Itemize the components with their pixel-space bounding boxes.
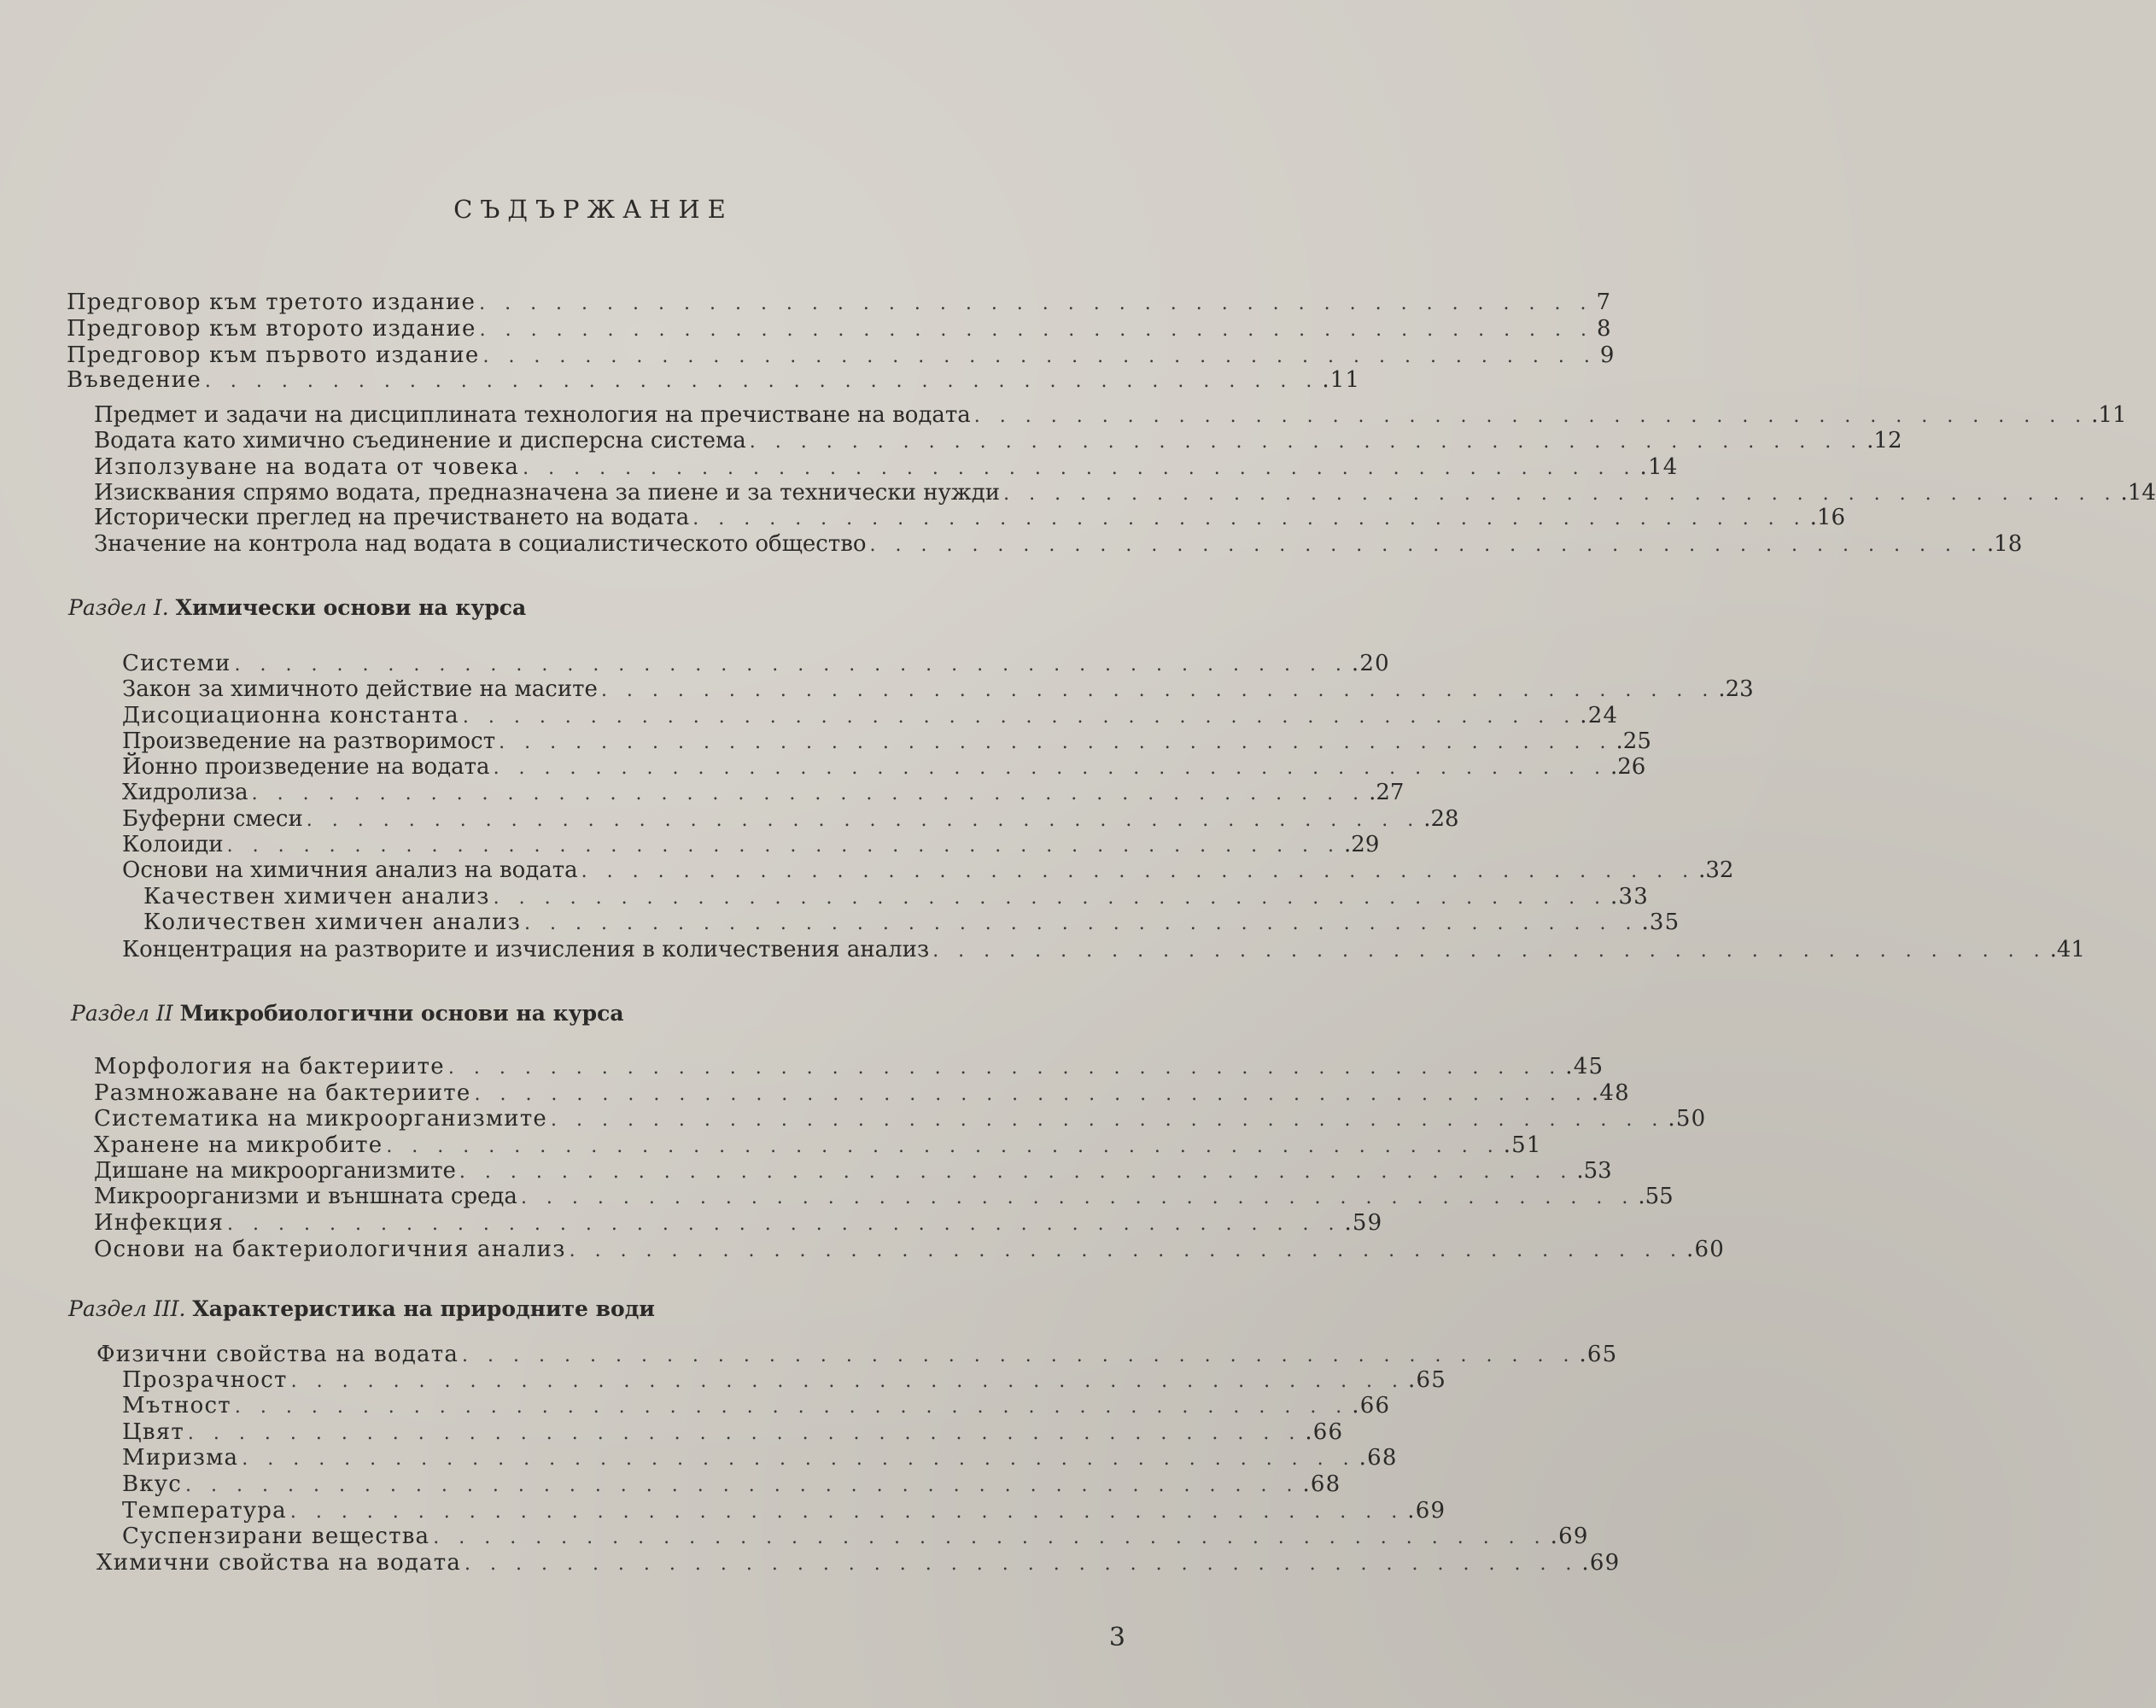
toc-entry — [122, 857, 1734, 884]
toc-entry-page: .55 — [1638, 1184, 1674, 1209]
toc-entry-page: .45 — [1565, 1054, 1604, 1079]
toc-entry — [94, 1079, 1630, 1107]
toc-leader-dots: . . . . . . . . . . . . . . . . . . . . . . . . . . . . . . . . . . . . . . . . . . . . — [493, 757, 1607, 779]
toc-entry — [122, 1366, 1446, 1394]
toc-entry-text: Буферни смеси — [122, 806, 303, 832]
section-heading — [68, 1295, 655, 1324]
toc-entry-text: Значение на контрола над водата в социалистическото общество — [94, 531, 867, 557]
toc-entry-text: Предговор към второто издание — [67, 316, 476, 342]
toc-entry-text: Основи на бактериологичния анализ — [94, 1237, 566, 1262]
toc-entry-page: .51 — [1503, 1132, 1542, 1158]
toc-entry-page: .66 — [1305, 1419, 1344, 1445]
toc-entry-text: Суспензирани вещества — [122, 1524, 430, 1549]
toc-leader-dots: . . . . . . . . . . . . . . . . . . . . . . . . . . . . . . . . . . . . . . . . . . . . — [227, 1214, 1341, 1235]
toc-leader-dots: . . . . . . . . . . . . . . . . . . . . . . . . . . . . . . . . . . . . . . . . . . . . — [204, 371, 1319, 392]
toc-entry-text: Цвят — [122, 1419, 184, 1445]
toc-leader-dots: . . . . . . . . . . . . . . . . . . . . . . . . . . . . . . . . . . . . . . . . . . . . — [242, 1448, 1356, 1470]
toc-leader-dots: . . . . . . . . . . . . . . . . . . . . . . . . . . . . . . . . . . . . . . . . . . . . — [479, 319, 1594, 341]
toc-entry-text: Концентрация на разтворите и изчисления в количествения анализ — [122, 937, 930, 962]
toc-entry-page: .20 — [1351, 651, 1390, 676]
toc-leader-dots: . . . . . . . . . . . . . . . . . . . . . . . . . . . . . . . . . . . . . . . . . . . . — [1003, 483, 2118, 505]
toc-entry — [94, 530, 2023, 558]
toc-entry-page: 8 — [1597, 316, 1612, 342]
toc-entry-page: .33 — [1610, 884, 1649, 910]
toc-leader-dots: . . . . . . . . . . . . . . . . . . . . . . . . . . . . . . . . . . . . . . . . . . . . — [306, 810, 1421, 831]
toc-entry — [94, 1053, 1604, 1080]
toc-entry — [67, 342, 1616, 369]
toc-entry — [122, 936, 2085, 963]
toc-entry-text: Морфология на бактериите — [94, 1054, 445, 1079]
section-heading — [71, 999, 624, 1028]
toc-leader-dots: . . . . . . . . . . . . . . . . . . . . . . . . . . . . . . . . . . . . . . . . . . . . — [479, 293, 1593, 314]
toc-entry-text: Микроорганизми и външната среда — [94, 1184, 517, 1209]
toc-entry — [122, 728, 1651, 755]
toc-entry-page: .32 — [1698, 857, 1734, 883]
toc-leader-dots: . . . . . . . . . . . . . . . . . . . . . . . . . . . . . . . . . . . . . . . . . . . . — [474, 1084, 1588, 1105]
toc-entry-page: .68 — [1302, 1471, 1341, 1497]
toc-entry-text: Колоиди — [122, 832, 224, 857]
section-name: Химически основи на курса — [175, 595, 527, 620]
section-heading — [68, 594, 526, 623]
toc-entry-text: Физични свойства на водата — [96, 1342, 459, 1367]
toc-entry — [94, 1183, 1674, 1210]
toc-entry — [94, 427, 1902, 454]
toc-entry-page: .27 — [1369, 780, 1405, 805]
toc-entry — [143, 909, 1680, 936]
section-name: Характеристика на природните води — [192, 1296, 655, 1321]
toc-leader-dots: . . . . . . . . . . . . . . . . . . . . . . . . . . . . . . . . . . . . . . . . . . . . — [749, 431, 1864, 453]
toc-entry — [122, 650, 1390, 677]
toc-entry — [67, 366, 1361, 394]
toc-entry-text: Въведение — [67, 367, 202, 393]
toc-leader-dots: . . . . . . . . . . . . . . . . . . . . . . . . . . . . . . . . . . . . . . . . . . . . — [499, 732, 1613, 753]
toc-entry — [122, 1392, 1391, 1419]
toc-leader-dots: . . . . . . . . . . . . . . . . . . . . . . . . . . . . . . . . . . . . . . . . . . . . — [692, 508, 1807, 529]
toc-entry — [122, 702, 1619, 729]
toc-entry — [94, 1105, 1707, 1132]
toc-entry-page: .50 — [1668, 1106, 1707, 1132]
toc-leader-dots: . . . . . . . . . . . . . . . . . . . . . . . . . . . . . . . . . . . . . . . . . . . . — [523, 458, 1637, 479]
toc-entry-page: .28 — [1423, 806, 1459, 832]
toc-leader-dots: . . . . . . . . . . . . . . . . . . . . . . . . . . . . . . . . . . . . . . . . . . . . — [462, 706, 1577, 728]
toc-entry-page: .11 — [1322, 367, 1361, 393]
toc-entry-text: Качествен химичен анализ — [143, 884, 490, 910]
toc-leader-dots: . . . . . . . . . . . . . . . . . . . . . . . . . . . . . . . . . . . . . . . . . . . . — [581, 861, 1696, 882]
toc-entry — [94, 401, 2127, 429]
toc-leader-dots: . . . . . . . . . . . . . . . . . . . . . . . . . . . . . . . . . . . . . . . . . . . . — [600, 680, 1715, 701]
toc-entry-page: .23 — [1718, 676, 1754, 702]
toc-entry-page: .48 — [1591, 1080, 1630, 1106]
toc-leader-dots: . . . . . . . . . . . . . . . . . . . . . . . . . . . . . . . . . . . . . . . . . . . . — [251, 783, 1366, 804]
toc-leader-dots: . . . . . . . . . . . . . . . . . . . . . . . . . . . . . . . . . . . . . . . . . . . . — [550, 1109, 1665, 1131]
toc-entry — [122, 805, 1459, 833]
toc-entry-text: Изисквания спрямо водата, предназначена за пиене и за технически нужди — [94, 480, 1001, 506]
toc-entry-text: Систематика на микроорганизмите — [94, 1106, 547, 1132]
toc-entry-text: Системи — [122, 651, 231, 676]
toc-leader-dots: . . . . . . . . . . . . . . . . . . . . . . . . . . . . . . . . . . . . . . . . . . . . — [569, 1240, 1683, 1261]
toc-entry — [94, 1157, 1612, 1184]
toc-entry-page: .29 — [1344, 832, 1380, 857]
toc-entry-text: Хранене на микробите — [94, 1132, 383, 1158]
toc-entry-text: Прозрачност — [122, 1367, 288, 1393]
toc-leader-dots: . . . . . . . . . . . . . . . . . . . . . . . . . . . . . . . . . . . . . . . . . . . . — [234, 654, 1348, 676]
toc-entry — [143, 883, 1649, 910]
toc-entry-text: Предмет и задачи на дисциплината технология на пречистване на водата — [94, 402, 971, 428]
toc-entry-text: Мътност — [122, 1393, 231, 1418]
toc-entry-text: Използуване на водата от човека — [94, 454, 520, 480]
toc-entry-text: Химични свойства на водата — [96, 1550, 462, 1576]
toc-leader-dots: . . . . . . . . . . . . . . . . . . . . . . . . . . . . . . . . . . . . . . . . . . . . — [932, 940, 2047, 962]
toc-entry-text: Миризма — [122, 1445, 239, 1471]
toc-entry-page: .16 — [1809, 505, 1846, 530]
toc-leader-dots: . . . . . . . . . . . . . . . . . . . . . . . . . . . . . . . . . . . . . . . . . . . . — [869, 535, 1984, 556]
toc-entry-page: .14 — [1639, 454, 1679, 480]
toc-entry-page: .60 — [1686, 1237, 1725, 1262]
toc-entry-page: .69 — [1581, 1550, 1621, 1576]
toc-entry-page: .18 — [1986, 531, 2023, 557]
toc-leader-dots: . . . . . . . . . . . . . . . . . . . . . . . . . . . . . . . . . . . . . . . . . . . . — [524, 913, 1639, 934]
toc-entry — [122, 1523, 1589, 1550]
toc-entry — [94, 479, 2156, 506]
toc-entry — [122, 1418, 1344, 1446]
toc-entry-page: 7 — [1596, 290, 1612, 315]
toc-leader-dots: . . . . . . . . . . . . . . . . . . . . . . . . . . . . . . . . . . . . . . . . . . . . — [493, 887, 1608, 909]
toc-entry-text: Предговор към третото издание — [67, 290, 476, 315]
toc-leader-dots: . . . . . . . . . . . . . . . . . . . . . . . . . . . . . . . . . . . . . . . . . . . . — [185, 1475, 1300, 1496]
toc-entry-text: Йонно произведение на водата — [122, 754, 490, 780]
toc-entry-text: Размножаване на бактериите — [94, 1080, 471, 1106]
toc-entry — [96, 1341, 1618, 1368]
toc-entry-text: Произведение на разтворимост — [122, 728, 496, 754]
page-title: СЪДЪРЖАНИЕ — [453, 195, 733, 224]
toc-entry — [122, 753, 1646, 781]
toc-leader-dots: . . . . . . . . . . . . . . . . . . . . . . . . . . . . . . . . . . . . . . . . . . . . — [447, 1057, 1563, 1079]
toc-entry-text: Дишане на микроорганизмите — [94, 1158, 456, 1184]
toc-entry-text: Исторически преглед на пречистването на водата — [94, 505, 690, 530]
toc-leader-dots: . . . . . . . . . . . . . . . . . . . . . . . . . . . . . . . . . . . . . . . . . . . . — [462, 1345, 1576, 1366]
toc-entry-page: .11 — [2091, 402, 2127, 428]
toc-entry — [122, 831, 1380, 858]
toc-leader-dots: . . . . . . . . . . . . . . . . . . . . . . . . . . . . . . . . . . . . . . . . . . . . — [482, 346, 1597, 367]
toc-leader-dots: . . . . . . . . . . . . . . . . . . . . . . . . . . . . . . . . . . . . . . . . . . . . — [459, 1161, 1574, 1183]
section-label: Раздел I. — [68, 595, 169, 620]
toc-entry — [94, 453, 1679, 481]
toc-entry-text: Основи на химичния анализ на водата — [122, 857, 578, 883]
toc-entry-page: .14 — [2120, 480, 2156, 506]
toc-entry-text: Инфекция — [94, 1210, 225, 1236]
toc-entry-text: Водата като химично съединение и дисперсна система — [94, 428, 746, 453]
toc-entry-page: .68 — [1358, 1445, 1398, 1471]
toc-entry-page: .65 — [1408, 1367, 1446, 1393]
toc-entry — [94, 1132, 1542, 1159]
toc-entry-page: .35 — [1641, 910, 1680, 935]
toc-entry-text: Предговор към първото издание — [67, 342, 480, 368]
toc-leader-dots: . . . . . . . . . . . . . . . . . . . . . . . . . . . . . . . . . . . . . . . . . . . . — [433, 1527, 1547, 1548]
toc-entry — [122, 676, 1754, 703]
toc-entry-page: .65 — [1579, 1342, 1618, 1367]
page-number: 3 — [1108, 1623, 1125, 1652]
toc-entry-page: .25 — [1616, 728, 1651, 754]
toc-leader-dots: . . . . . . . . . . . . . . . . . . . . . . . . . . . . . . . . . . . . . . . . . . . . — [465, 1553, 1579, 1575]
toc-entry-page: .24 — [1580, 703, 1619, 728]
toc-entry-page: .59 — [1344, 1210, 1383, 1236]
toc-entry — [94, 504, 1846, 531]
toc-entry — [67, 289, 1612, 316]
toc-entry-page: .41 — [2049, 937, 2085, 962]
toc-entry — [122, 1471, 1341, 1498]
toc-entry-text: Температура — [122, 1498, 287, 1524]
section-name: Микробиологични основи на курса — [179, 1001, 624, 1026]
toc-entry — [94, 1236, 1725, 1263]
toc-leader-dots: . . . . . . . . . . . . . . . . . . . . . . . . . . . . . . . . . . . . . . . . . . . . — [289, 1501, 1405, 1523]
toc-entry-text: Дисоциационна константа — [122, 703, 459, 728]
toc-entry-page: .69 — [1407, 1498, 1446, 1524]
toc-leader-dots: . . . . . . . . . . . . . . . . . . . . . . . . . . . . . . . . . . . . . . . . . . . . — [520, 1187, 1635, 1208]
section-label: Раздел II — [71, 1001, 173, 1026]
toc-entry-page: .12 — [1867, 428, 1902, 453]
toc-entry-text: Хидролиза — [122, 780, 248, 805]
toc-leader-dots: . . . . . . . . . . . . . . . . . . . . . . . . . . . . . . . . . . . . . . . . . . . . — [226, 835, 1341, 857]
toc-leader-dots: . . . . . . . . . . . . . . . . . . . . . . . . . . . . . . . . . . . . . . . . . . . . — [187, 1423, 1302, 1444]
toc-entry — [94, 1209, 1383, 1237]
toc-entry — [122, 1444, 1398, 1471]
toc-entry-page: .26 — [1610, 754, 1646, 780]
section-label: Раздел III. — [68, 1296, 186, 1321]
toc-entry — [96, 1549, 1621, 1576]
toc-entry-page: .69 — [1550, 1524, 1589, 1549]
toc-entry — [122, 779, 1405, 806]
toc-leader-dots: . . . . . . . . . . . . . . . . . . . . . . . . . . . . . . . . . . . . . . . . . . . . — [973, 406, 2089, 427]
toc-entry — [122, 1497, 1446, 1524]
toc-leader-dots: . . . . . . . . . . . . . . . . . . . . . . . . . . . . . . . . . . . . . . . . . . . . — [234, 1396, 1349, 1418]
toc-entry-page: 9 — [1599, 342, 1616, 368]
toc-entry — [67, 315, 1612, 342]
toc-leader-dots: . . . . . . . . . . . . . . . . . . . . . . . . . . . . . . . . . . . . . . . . . . . . — [290, 1371, 1405, 1392]
toc-entry-text: Вкус — [122, 1471, 183, 1497]
toc-entry-page: .53 — [1576, 1158, 1612, 1184]
toc-leader-dots: . . . . . . . . . . . . . . . . . . . . . . . . . . . . . . . . . . . . . . . . . . . . — [386, 1136, 1500, 1157]
toc-entry-page: .66 — [1352, 1393, 1391, 1418]
toc-entry-text: Количествен химичен анализ — [143, 910, 522, 935]
toc-entry-text: Закон за химичното действие на масите — [122, 676, 598, 702]
